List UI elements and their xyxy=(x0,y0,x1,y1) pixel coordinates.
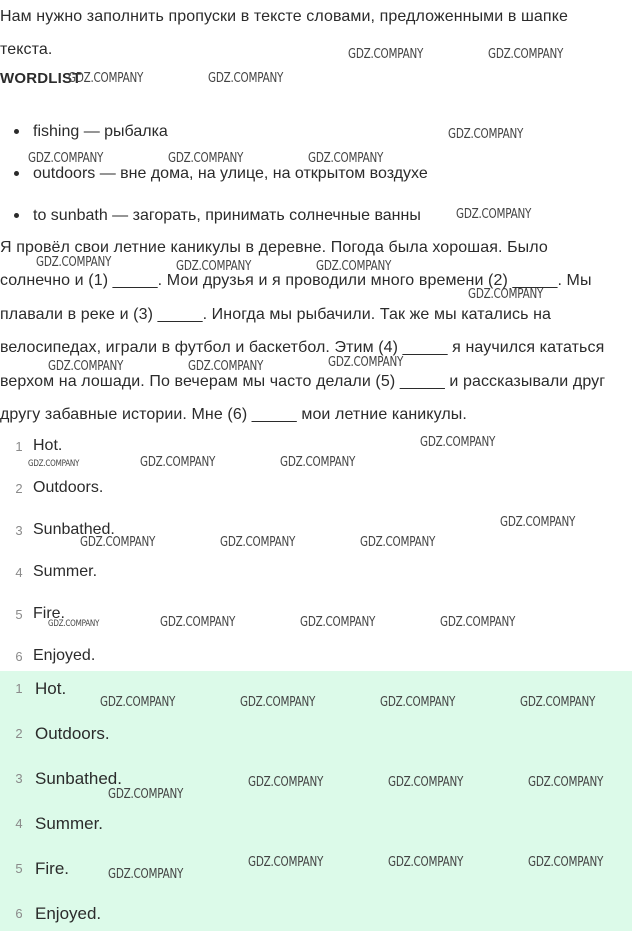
watermark: GDZ.COMPANY xyxy=(68,71,144,86)
watermark: GDZ.COMPANY xyxy=(160,615,236,630)
bullet-icon xyxy=(14,129,19,134)
watermark: GDZ.COMPANY xyxy=(468,287,544,302)
watermark: GDZ.COMPANY xyxy=(388,855,464,870)
watermark: GDZ.COMPANY xyxy=(348,47,424,62)
answer-word: Outdoors. xyxy=(35,724,110,743)
answer-word: Sunbathed. xyxy=(33,521,115,538)
wordlist-item: outdoors — вне дома, на улице, на открытом воздухе xyxy=(14,165,428,183)
answer-word: Outdoors. xyxy=(33,479,104,496)
answer-panel xyxy=(0,671,632,931)
answer-word: Hot. xyxy=(35,679,67,698)
watermark: GDZ.COMPANY xyxy=(240,695,316,710)
answer-number: 4 xyxy=(15,816,23,831)
watermark: GDZ.COMPANY xyxy=(316,259,392,274)
watermark: GDZ.COMPANY xyxy=(48,359,124,374)
watermark: GDZ.COMPANY xyxy=(140,455,216,470)
watermark: GDZ.COMPANY xyxy=(380,695,456,710)
wordlist-item: to sunbath — загорать, принимать солнечные ванны xyxy=(14,207,421,225)
watermark: GDZ.COMPANY xyxy=(48,619,100,629)
watermark: GDZ.COMPANY xyxy=(300,615,376,630)
answer-word: Sunbathed. xyxy=(35,769,122,788)
watermark: GDZ.COMPANY xyxy=(176,259,252,274)
watermark: GDZ.COMPANY xyxy=(188,359,264,374)
answer-number: 4 xyxy=(15,565,23,580)
passage-line: верхом на лошади. По вечерам мы часто делали (5) _____ и рассказывали друг xyxy=(0,373,606,390)
answer-word: Summer. xyxy=(35,814,104,833)
answer-word: Hot. xyxy=(33,437,63,454)
watermark: GDZ.COMPANY xyxy=(248,775,324,790)
answer-word: Enjoyed. xyxy=(35,904,102,923)
answer-number: 6 xyxy=(15,906,23,921)
watermark: GDZ.COMPANY xyxy=(440,615,516,630)
passage-line: другу забавные истории. Мне (6) _____ мои летние каникулы. xyxy=(0,406,467,423)
answer-number: 1 xyxy=(15,681,23,696)
watermark: GDZ.COMPANY xyxy=(456,207,532,222)
passage-line: солнечно и (1) _____. Мои друзья и я проводили много времени (2) _____. Мы xyxy=(0,272,592,289)
answer-number: 5 xyxy=(15,861,23,876)
answer-number: 2 xyxy=(15,481,23,496)
watermark: GDZ.COMPANY xyxy=(80,535,156,550)
watermark: GDZ.COMPANY xyxy=(108,787,184,802)
watermark: GDZ.COMPANY xyxy=(500,515,576,530)
passage-line: велосипедах, играли в футбол и баскетбол. Этим (4) _____ я научился кататься xyxy=(0,339,605,356)
wordlist-title: WORDLIST xyxy=(0,70,82,87)
bullet-icon xyxy=(14,171,19,176)
watermark: GDZ.COMPANY xyxy=(528,775,604,790)
watermark: GDZ.COMPANY xyxy=(420,435,496,450)
watermark: GDZ.COMPANY xyxy=(208,71,284,86)
watermark: GDZ.COMPANY xyxy=(280,455,356,470)
instruction-line-2: текста. xyxy=(0,41,53,58)
answer-word: Summer. xyxy=(33,563,98,580)
passage-line: плавали в реке и (3) _____. Иногда мы рыбачили. Так же мы катались на xyxy=(0,306,552,323)
watermark: GDZ.COMPANY xyxy=(248,855,324,870)
answer-number: 3 xyxy=(15,771,23,786)
watermark: GDZ.COMPANY xyxy=(168,151,244,166)
answer-word: Fire. xyxy=(35,859,69,878)
watermark: GDZ.COMPANY xyxy=(520,695,596,710)
watermark: GDZ.COMPANY xyxy=(100,695,176,710)
answer-word: Enjoyed. xyxy=(33,647,96,664)
answer-number: 2 xyxy=(15,726,23,741)
answer-number: 5 xyxy=(15,607,23,622)
watermark: GDZ.COMPANY xyxy=(360,535,436,550)
watermark: GDZ.COMPANY xyxy=(28,151,104,166)
passage-line: Я провёл свои летние каникулы в деревне. Погода была хорошая. Было xyxy=(0,239,548,256)
bullet-icon xyxy=(14,213,19,218)
watermark: GDZ.COMPANY xyxy=(328,355,404,370)
answer-number: 1 xyxy=(15,439,23,454)
watermark: GDZ.COMPANY xyxy=(308,151,384,166)
watermark: GDZ.COMPANY xyxy=(488,47,564,62)
watermark: GDZ.COMPANY xyxy=(388,775,464,790)
watermark: GDZ.COMPANY xyxy=(28,459,80,469)
wordlist-item: fishing — рыбалка xyxy=(14,123,168,141)
watermark: GDZ.COMPANY xyxy=(220,535,296,550)
watermark: GDZ.COMPANY xyxy=(528,855,604,870)
answer-number: 3 xyxy=(15,523,23,538)
answer-number: 6 xyxy=(15,649,23,664)
answer-word: Fire. xyxy=(33,605,65,622)
instruction-line-1: Нам нужно заполнить пропуски в тексте словами, предложенными в шапке xyxy=(0,8,568,25)
watermark: GDZ.COMPANY xyxy=(36,255,112,270)
watermark: GDZ.COMPANY xyxy=(448,127,524,142)
watermark: GDZ.COMPANY xyxy=(108,867,184,882)
